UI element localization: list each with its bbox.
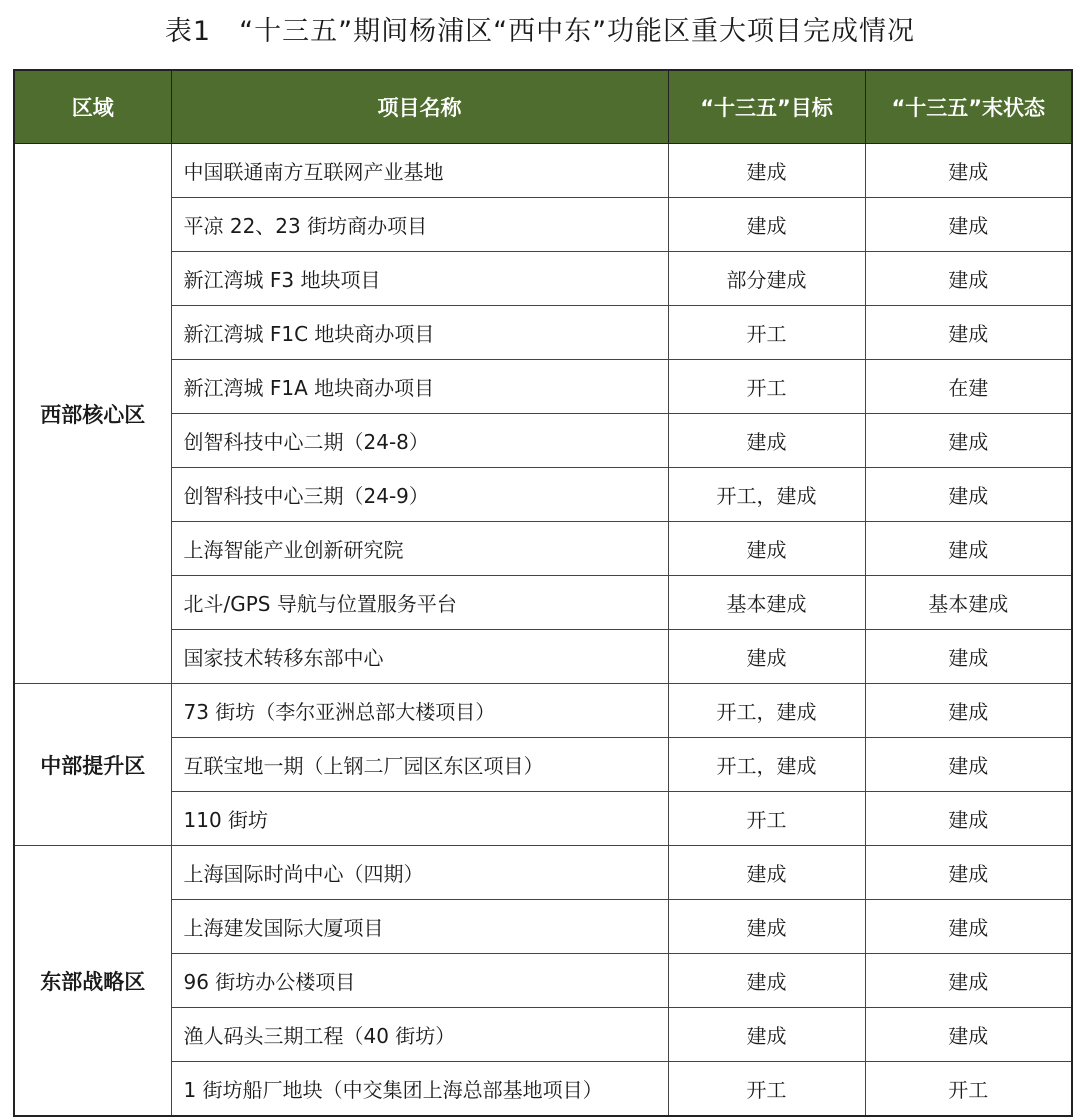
header-target: “十三五”目标	[668, 70, 865, 144]
project-name-cell: 73 街坊（李尔亚洲总部大楼项目）	[171, 684, 668, 738]
table-row	[14, 684, 1072, 738]
target-cell: 部分建成	[668, 252, 865, 306]
status-cell: 建成	[865, 306, 1072, 360]
status-cell: 建成	[865, 846, 1072, 900]
status-cell: 建成	[865, 198, 1072, 252]
table-row	[14, 1008, 1072, 1062]
table-title: 表1 “十三五”期间杨浦区“西中东”功能区重大项目完成情况	[164, 16, 916, 47]
project-name-cell: 110 街坊	[171, 792, 668, 846]
target-cell: 建成	[668, 522, 865, 576]
target-cell: 建成	[668, 144, 865, 198]
status-cell: 建成	[865, 414, 1072, 468]
status-cell: 建成	[865, 522, 1072, 576]
project-name-cell: 96 街坊办公楼项目	[171, 954, 668, 1008]
project-name-cell: 平凉 22、23 街坊商办项目	[171, 198, 668, 252]
table-row	[14, 252, 1072, 306]
status-cell: 建成	[865, 468, 1072, 522]
table-row	[14, 792, 1072, 846]
target-cell: 开工，建成	[668, 684, 865, 738]
region-cell-west: 西部核心区	[14, 144, 171, 684]
table-row	[14, 198, 1072, 252]
header-status: “十三五”末状态	[865, 70, 1072, 144]
table-row	[14, 522, 1072, 576]
status-cell: 建成	[865, 144, 1072, 198]
table-row	[14, 846, 1072, 900]
target-cell: 开工	[668, 1062, 865, 1117]
target-cell: 基本建成	[668, 576, 865, 630]
project-name-cell: 新江湾城 F1C 地块商办项目	[171, 306, 668, 360]
table-row	[14, 738, 1072, 792]
target-cell: 建成	[668, 954, 865, 1008]
project-name-cell: 渔人码头三期工程（40 街坊）	[171, 1008, 668, 1062]
status-cell: 建成	[865, 630, 1072, 684]
table-row	[14, 576, 1072, 630]
project-name-cell: 北斗/GPS 导航与位置服务平台	[171, 576, 668, 630]
target-cell: 建成	[668, 198, 865, 252]
status-cell: 建成	[865, 738, 1072, 792]
status-cell: 在建	[865, 360, 1072, 414]
table-row	[14, 1062, 1072, 1117]
project-name-cell: 上海国际时尚中心（四期）	[171, 846, 668, 900]
target-cell: 建成	[668, 630, 865, 684]
target-cell: 开工，建成	[668, 468, 865, 522]
region-cell-east: 东部战略区	[14, 846, 171, 1117]
table-row	[14, 306, 1072, 360]
project-name-cell: 创智科技中心二期（24-8）	[171, 414, 668, 468]
table-row	[14, 468, 1072, 522]
table-row	[14, 144, 1072, 198]
target-cell: 开工	[668, 792, 865, 846]
table-row	[14, 900, 1072, 954]
status-cell: 开工	[865, 1062, 1072, 1117]
target-cell: 建成	[668, 414, 865, 468]
table-row	[14, 414, 1072, 468]
status-cell: 建成	[865, 954, 1072, 1008]
projects-table	[13, 69, 1073, 1117]
target-cell: 建成	[668, 1008, 865, 1062]
project-name-cell: 新江湾城 F3 地块项目	[171, 252, 668, 306]
table-row	[14, 630, 1072, 684]
project-name-cell: 国家技术转移东部中心	[171, 630, 668, 684]
region-cell-central: 中部提升区	[14, 684, 171, 846]
status-cell: 建成	[865, 1008, 1072, 1062]
project-name-cell: 创智科技中心三期（24-9）	[171, 468, 668, 522]
header-project: 项目名称	[171, 70, 668, 144]
status-cell: 建成	[865, 252, 1072, 306]
header-row	[14, 70, 1072, 144]
header-region: 区域	[14, 70, 171, 144]
status-cell: 建成	[865, 684, 1072, 738]
project-name-cell: 新江湾城 F1A 地块商办项目	[171, 360, 668, 414]
target-cell: 建成	[668, 900, 865, 954]
target-cell: 开工，建成	[668, 738, 865, 792]
status-cell: 建成	[865, 900, 1072, 954]
project-name-cell: 上海建发国际大厦项目	[171, 900, 668, 954]
project-name-cell: 上海智能产业创新研究院	[171, 522, 668, 576]
target-cell: 开工	[668, 306, 865, 360]
table-row	[14, 360, 1072, 414]
table-row	[14, 954, 1072, 1008]
project-name-cell: 1 街坊船厂地块（中交集团上海总部基地项目）	[171, 1062, 668, 1117]
target-cell: 建成	[668, 846, 865, 900]
project-name-cell: 互联宝地一期（上钢二厂园区东区项目）	[171, 738, 668, 792]
project-name-cell: 中国联通南方互联网产业基地	[171, 144, 668, 198]
status-cell: 建成	[865, 792, 1072, 846]
target-cell: 开工	[668, 360, 865, 414]
status-cell: 基本建成	[865, 576, 1072, 630]
